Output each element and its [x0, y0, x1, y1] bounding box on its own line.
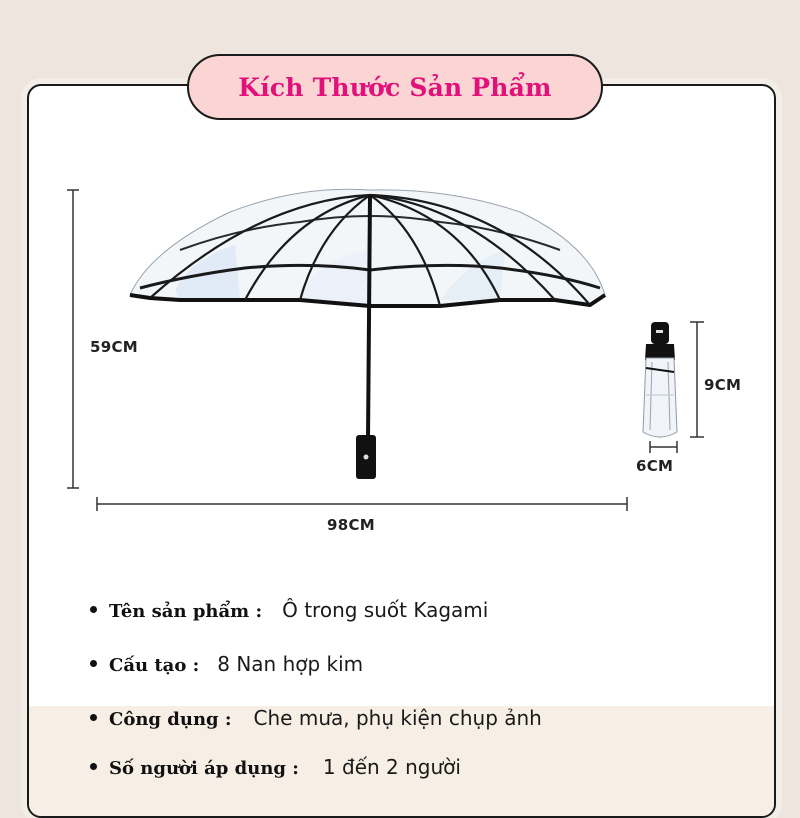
bullet-icon [90, 714, 97, 721]
spec-row-users [90, 755, 461, 779]
bullet-icon [90, 763, 97, 770]
spec-row-usage [90, 706, 542, 730]
bullet-icon [90, 606, 97, 613]
spec-row-product-name [90, 598, 488, 622]
folded-width-label: 6CM [636, 457, 674, 475]
height-dimension-label: 59CM [90, 338, 139, 356]
spec-value: 8 Nan hợp kim [217, 652, 364, 676]
spec-row-structure [90, 652, 363, 676]
bullet-icon [90, 660, 97, 667]
height-dimension-line [67, 190, 79, 488]
spec-label: Tên sản phẩm : [109, 601, 263, 622]
folded-height-dimension-line [690, 322, 704, 437]
width-dimension-label: 98CM [327, 516, 376, 534]
title-banner [187, 54, 603, 120]
spec-label: Công dụng : [109, 709, 232, 730]
folded-width-dimension-line [650, 441, 677, 453]
open-umbrella-image [130, 189, 605, 479]
folded-umbrella-image [643, 322, 677, 437]
spec-value: 1 đến 2 người [322, 755, 461, 779]
spec-value: Che mưa, phụ kiện chụp ảnh [253, 706, 542, 730]
spec-label: Cấu tạo : [109, 655, 200, 676]
page-title: Kích Thước Sản Phẩm [238, 72, 552, 102]
width-dimension-line [97, 497, 627, 511]
spec-value: Ô trong suốt Kagami [282, 598, 489, 622]
spec-label: Số người áp dụng : [109, 758, 299, 779]
folded-length-label: 9CM [704, 376, 742, 394]
